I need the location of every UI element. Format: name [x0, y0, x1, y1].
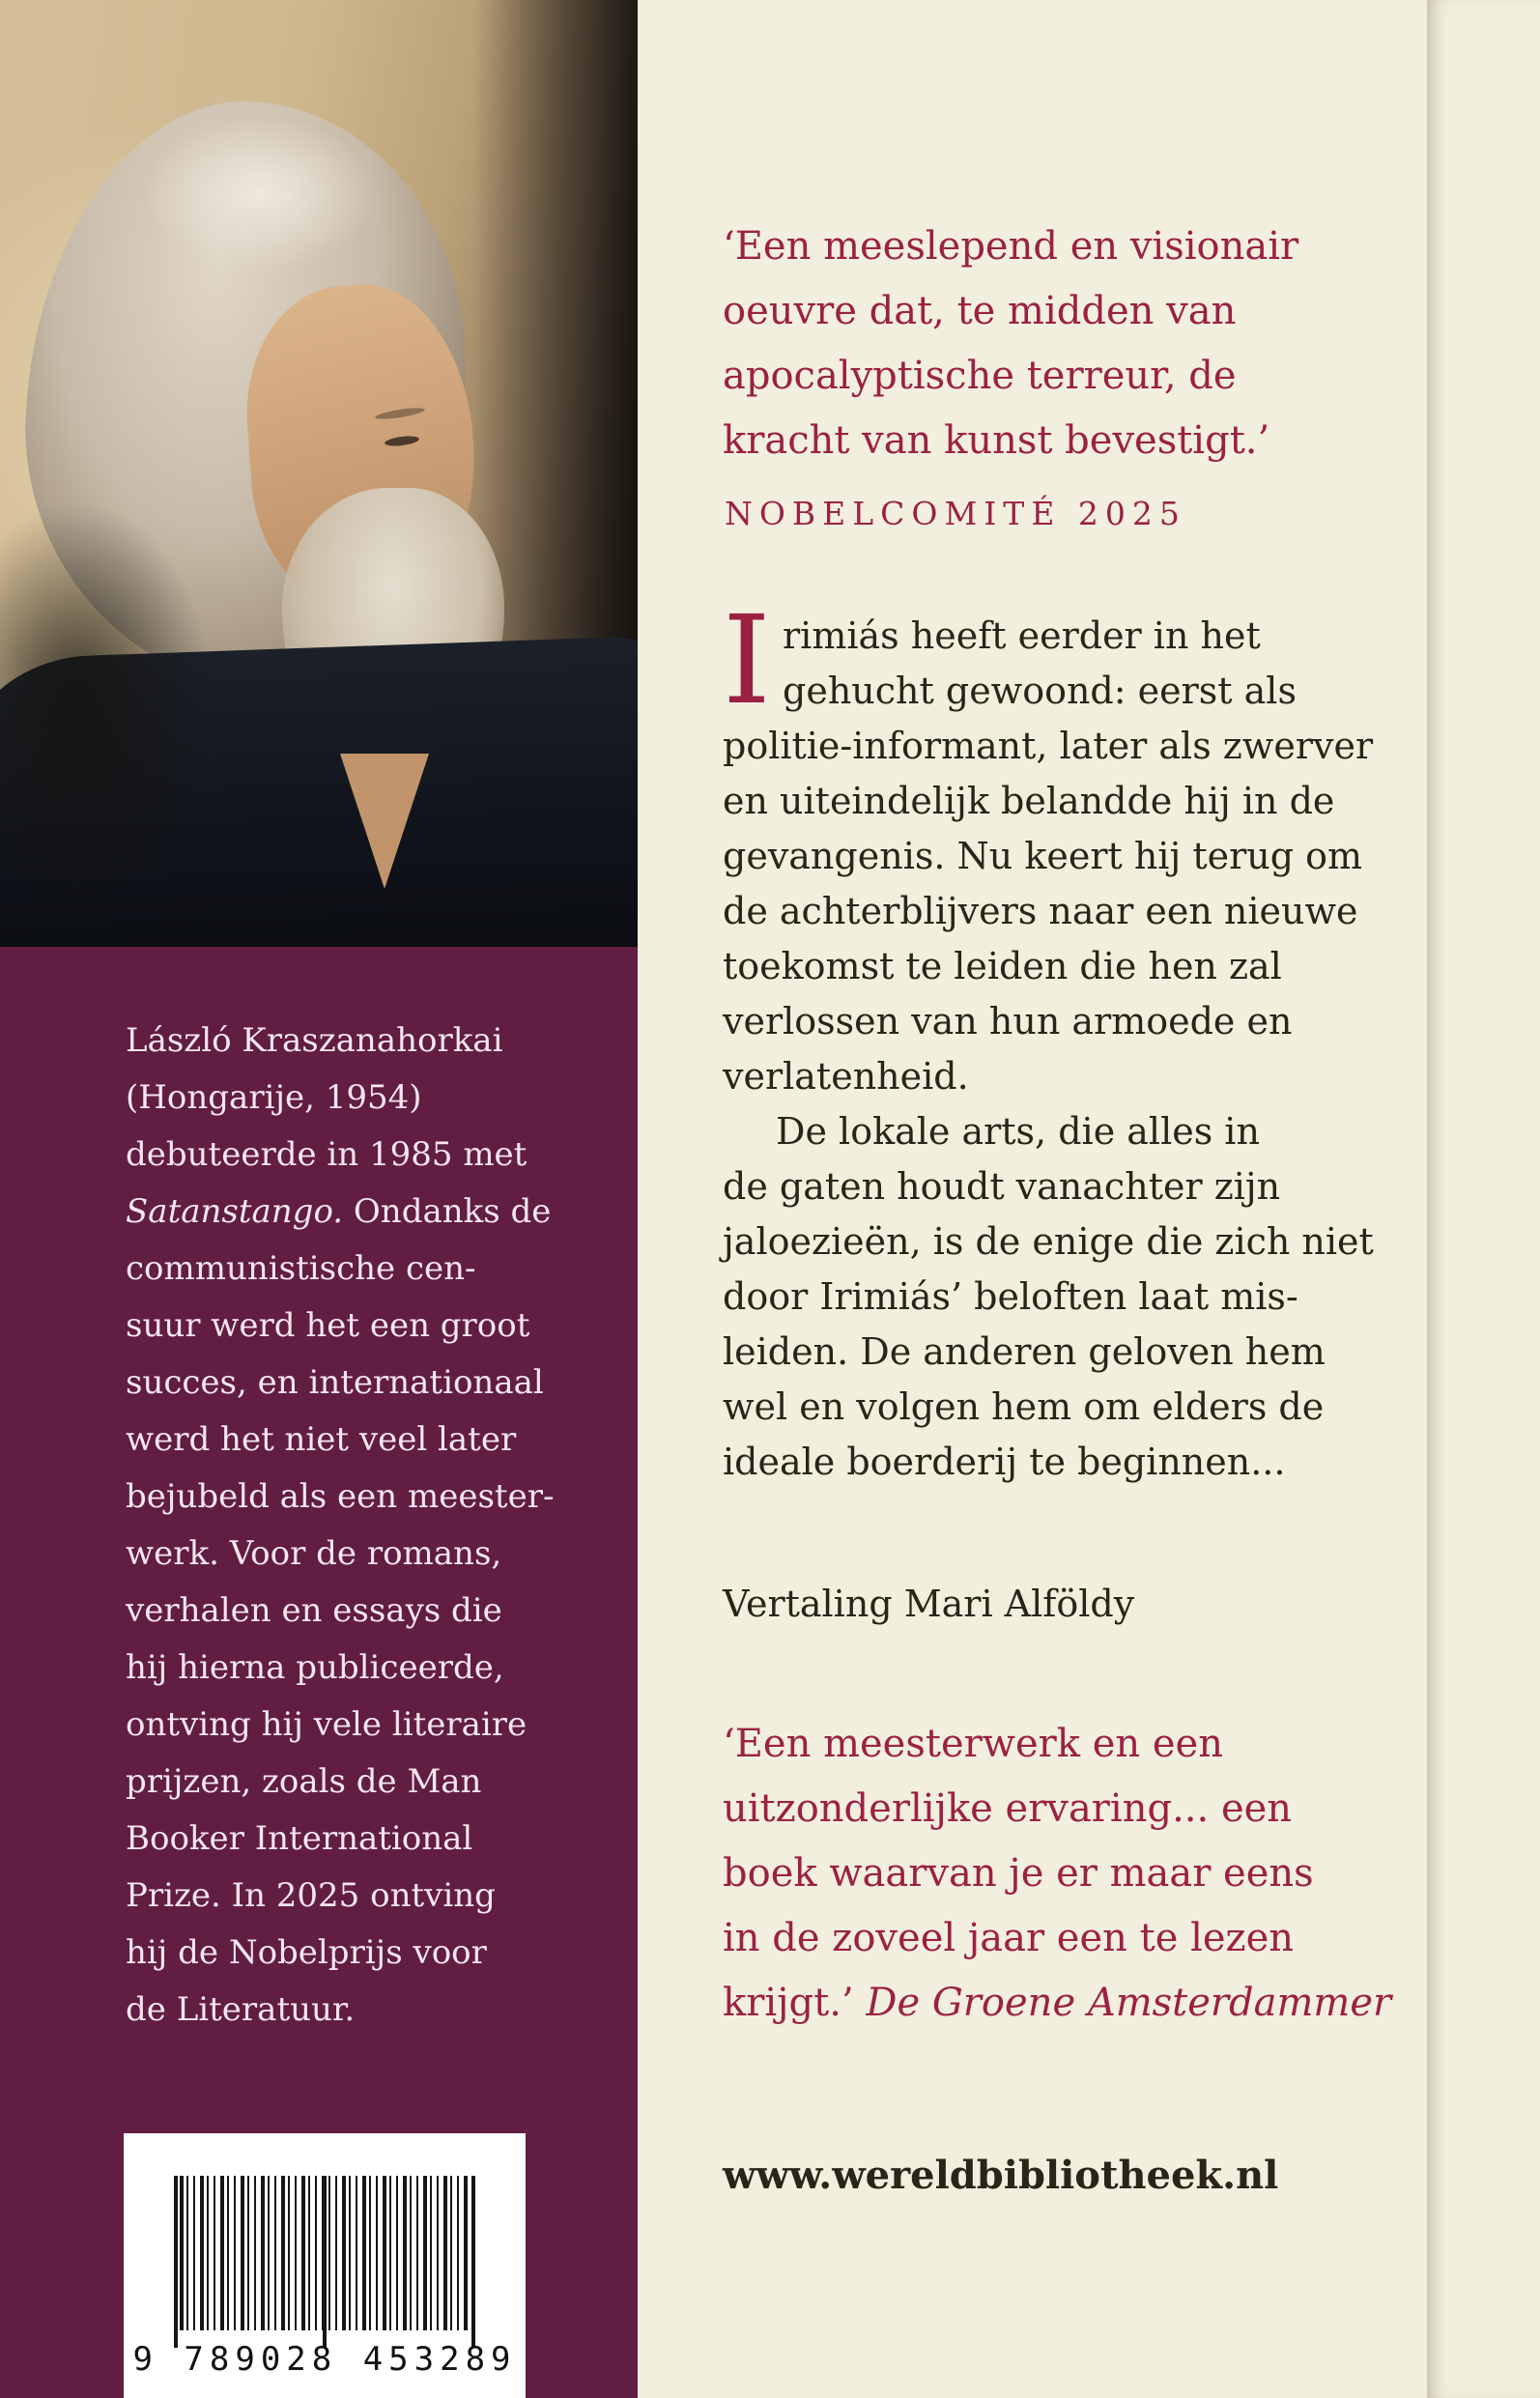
- text-line: politie-informant, later als zwerver: [723, 725, 1374, 767]
- text-line: prijzen, zoals de Man: [126, 1762, 482, 1801]
- barcode-guard-left: [174, 2176, 178, 2348]
- press-quote: [723, 1712, 1391, 2036]
- translator-credit: Vertaling Mari Alföldy: [723, 1583, 1135, 1625]
- drop-cap: I: [723, 589, 771, 731]
- barcode-guard-right: [471, 2176, 475, 2348]
- author-bio: [126, 1013, 609, 2039]
- text-line: bejubeld als een meester-: [126, 1477, 555, 1516]
- text-line: rimiás heeft eerder in het: [783, 614, 1261, 657]
- text-line: krijgt.’ De Groene Amsterdammer: [723, 1981, 1392, 2025]
- barcode: [124, 2133, 526, 2398]
- text-line: gevangenis. Nu keert hij terug om: [723, 835, 1363, 877]
- text-line: boek waarvan je er maar eens: [723, 1851, 1314, 1896]
- text-line: in de zoveel jaar een te lezen: [723, 1916, 1295, 1960]
- text-line: toekomst te leiden die hen zal: [723, 945, 1282, 987]
- synopsis-paragraph-2: [723, 1104, 1389, 1490]
- text-line: ideale boerderij te beginnen...: [723, 1441, 1286, 1483]
- synopsis: [723, 589, 1389, 1490]
- text-line: oeuvre dat, te midden van: [723, 289, 1237, 333]
- text-line: verlatenheid.: [723, 1055, 969, 1098]
- text-line: Prize. In 2025 ontving: [126, 1876, 496, 1915]
- text-line: Satanstango. Ondanks de: [126, 1192, 552, 1231]
- left-panel: [0, 0, 638, 2398]
- text-line: gehucht gewoond: eerst als: [783, 670, 1297, 712]
- nobel-committee-attribution: NOBELCOMITÉ 2025: [725, 495, 1186, 532]
- text-line: De lokale arts, die alles in: [776, 1110, 1260, 1153]
- text-line: László Kraszanahorkai: [126, 1021, 503, 1060]
- text-line: ‘Een meesterwerk en een: [723, 1722, 1223, 1766]
- text-line: de Literatuur.: [126, 1990, 356, 2029]
- text-line: debuteerde in 1985 met: [126, 1135, 528, 1174]
- text-line: door Irimiás’ beloften laat mis-: [723, 1275, 1298, 1318]
- text-line: kracht van kunst bevestigt.’: [723, 418, 1270, 463]
- text-line: Booker International: [126, 1819, 473, 1858]
- cover-art-texture-strip: [1427, 0, 1540, 2398]
- text-line: ontving hij vele literaire: [126, 1705, 528, 1744]
- text-line: communistische cen-: [126, 1249, 476, 1288]
- text-line: ‘Een meeslepend en visionair: [723, 224, 1299, 269]
- photo-shadow-left: [0, 502, 213, 908]
- text-line: de gaten houdt vanachter zijn: [723, 1165, 1281, 1208]
- text-line: wel en volgen hem om elders de: [723, 1385, 1325, 1428]
- text-line: werd het niet veel later: [126, 1420, 517, 1459]
- text-line: verlossen van hun armoede en: [723, 1000, 1293, 1042]
- nobel-committee-quote: [723, 214, 1298, 473]
- author-photo: [0, 0, 638, 947]
- text-line: uitzonderlijke ervaring... een: [723, 1786, 1293, 1831]
- text-line: leiden. De anderen geloven hem: [723, 1330, 1326, 1373]
- author-hair-highlight: [145, 116, 377, 271]
- text-line: verhalen en essays die: [126, 1591, 502, 1630]
- barcode-digits: 9 789028 453289: [132, 2340, 517, 2379]
- back-cover-text-panel: [638, 0, 1427, 2398]
- barcode-guard-middle: [323, 2176, 327, 2348]
- text-line: de achterblijvers naar een nieuwe: [723, 890, 1358, 932]
- text-line: succes, en internationaal: [126, 1363, 544, 1402]
- text-line: (Hongarije, 1954): [126, 1078, 422, 1117]
- text-line: werk. Voor de romans,: [126, 1534, 502, 1573]
- text-line: jaloezieën, is de enige die zich niet: [723, 1220, 1374, 1263]
- synopsis-paragraph-1: [723, 589, 1389, 1104]
- text-line: hij hierna publiceerde,: [126, 1648, 504, 1687]
- text-line: apocalyptische terreur, de: [723, 354, 1237, 398]
- publisher-website: www.wereldbibliotheek.nl: [723, 2153, 1279, 2198]
- text-line: suur werd het een groot: [126, 1306, 530, 1345]
- text-line: en uiteindelijk belandde hij in de: [723, 780, 1335, 822]
- text-line: hij de Nobelprijs voor: [126, 1933, 487, 1972]
